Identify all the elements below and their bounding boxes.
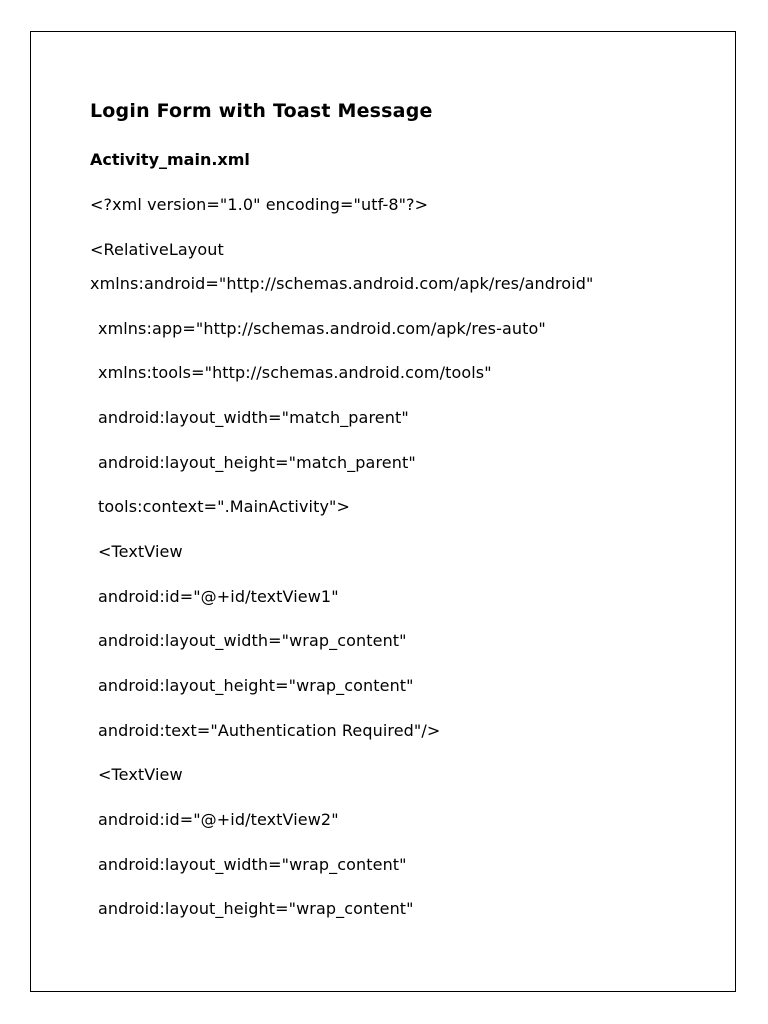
code-line: android:layout_width="wrap_content" — [98, 631, 407, 650]
code-line: android:layout_width="match_parent" — [98, 408, 409, 427]
code-line: tools:context=".MainActivity"> — [98, 497, 350, 516]
code-line: android:id="@+id/textView2" — [98, 810, 339, 829]
code-line: <RelativeLayout — [90, 240, 224, 259]
file-name-heading: Activity_main.xml — [90, 150, 250, 169]
code-line: xmlns:app="http://schemas.android.com/apk/res-auto" — [98, 319, 546, 338]
code-line: android:id="@+id/textView1" — [98, 587, 339, 606]
document-page — [30, 31, 736, 992]
code-line: android:layout_height="wrap_content" — [98, 899, 414, 918]
code-line: android:layout_height="match_parent" — [98, 453, 416, 472]
document-body — [31, 32, 735, 991]
code-line: <TextView — [98, 765, 183, 784]
code-line: android:layout_height="wrap_content" — [98, 676, 414, 695]
code-line: xmlns:android="http://schemas.android.com/apk/res/android" — [90, 274, 594, 293]
document-title: Login Form with Toast Message — [90, 100, 433, 122]
code-line: <TextView — [98, 542, 183, 561]
code-line: android:layout_width="wrap_content" — [98, 855, 407, 874]
code-line: <?xml version="1.0" encoding="utf-8"?> — [90, 195, 429, 214]
code-line: android:text="Authentication Required"/> — [98, 721, 441, 740]
code-line: xmlns:tools="http://schemas.android.com/tools" — [98, 363, 492, 382]
